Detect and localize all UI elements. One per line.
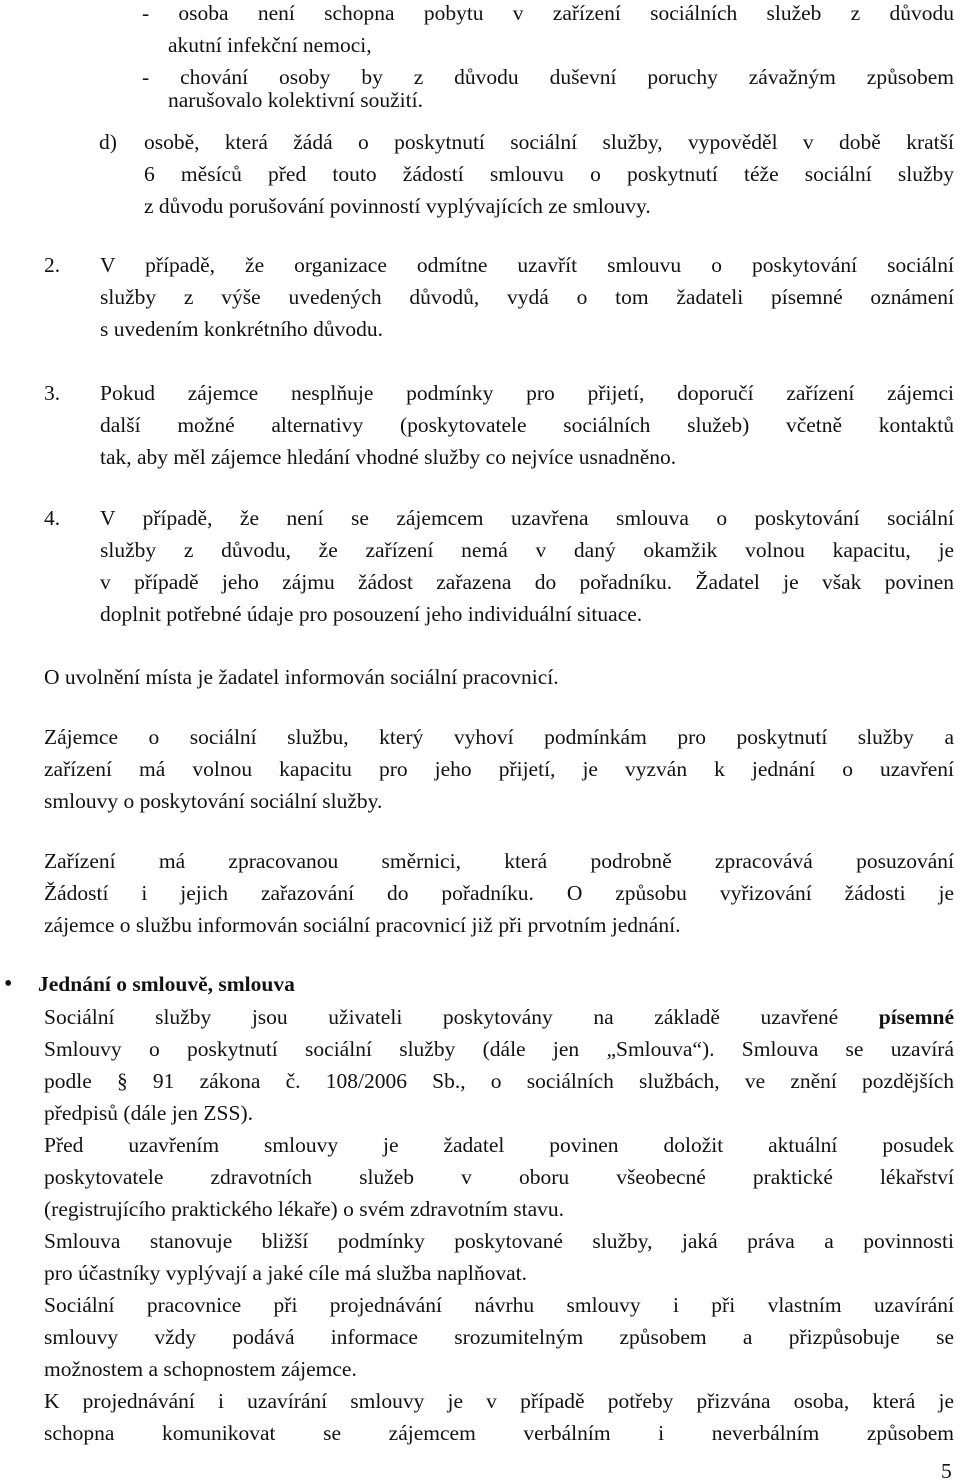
item-4-line-1: V případě, že není se zájemcem uzavřena smlouva o poskytování sociální [100,506,954,530]
section-line-12: možnostem a schopnostem zájemce. [44,1357,357,1381]
item-3-line-1: Pokud zájemce nesplňuje podmínky pro přijetí, doporučí zařízení zájemci [100,381,954,405]
section-bullet: • [4,971,13,997]
dash-item-1-line-2: akutní infekční nemoci, [168,33,372,57]
paragraph-3-line-2: Žádostí i jejich zařazování do pořadníku. O způsobu vyřizování žádosti je [44,881,954,905]
section-line-4: předpisů (dále jen ZSS). [44,1101,253,1125]
section-heading: Jednání o smlouvě, smlouva [38,972,295,996]
item-number-4: 4. [44,506,61,530]
item-3-line-2: další možné alternativy (poskytovatele sociálních služeb) včetně kontaktů [100,413,954,437]
section-line-10: Sociální pracovnice při projednávání návrhu smlouvy i při vlastním uzavírání [44,1293,954,1317]
item-2-line-1: V případě, že organizace odmítne uzavřít smlouvu o poskytování sociální [100,253,954,277]
section-line-13: K projednávání i uzavírání smlouvy je v případě potřeby přizvána osoba, která je [44,1389,954,1413]
paragraph-2-line-1: Zájemce o sociální službu, který vyhoví podmínkám pro poskytnutí služby a [44,725,954,749]
dash-item-1-line-1: - osoba není schopna pobytu v zařízení sociálních služeb z důvodu [142,1,954,25]
item-d-line-1: osobě, která žádá o poskytnutí sociální služby, vypověděl v době kratší [144,130,954,154]
dash-item-2-line-2: narušovalo kolektivní soužití. [168,88,423,112]
paragraph-2-line-3: smlouvy o poskytování sociální služby. [44,789,383,813]
item-d-line-3: z důvodu porušování povinností vyplývajících ze smlouvy. [144,194,651,218]
item-2-line-3: s uvedením konkrétního důvodu. [100,317,384,341]
item-number-3: 3. [44,381,61,405]
paragraph-1-line-1: O uvolnění místa je žadatel informován sociální pracovnicí. [44,665,559,689]
section-line-11: smlouvy vždy podává informace srozumitelným způsobem a přizpůsobuje se [44,1325,954,1349]
paragraph-3-line-3: zájemce o službu informován sociální pracovnicí již při prvotním jednání. [44,913,681,937]
item-2-line-2: služby z výše uvedených důvodů, vydá o tom žadateli písemné oznámení [100,285,954,309]
item-d-marker: d) [99,130,117,154]
section-line-7: (registrujícího praktického lékaře) o svém zdravotním stavu. [44,1197,565,1221]
item-d-line-2: 6 měsíců před touto žádostí smlouvu o poskytnutí téže sociální služby [144,162,954,186]
section-line-14: schopna komunikovat se zájemcem verbálním i neverbálním způsobem [44,1421,954,1445]
section-line-3: podle § 91 zákona č. 108/2006 Sb., o sociálních službách, ve znění pozdějších [44,1069,954,1093]
section-line-1-text: Sociální služby jsou uživateli poskytovány na základě uzavřené [44,1005,879,1029]
section-line-9: pro účastníky vyplývají a jaké cíle má služba naplňovat. [44,1261,528,1285]
item-3-line-3: tak, aby měl zájemce hledání vhodné služby co nejvíce usnadněno. [100,445,677,469]
page-number: 5 [941,1459,952,1483]
section-line-1 [44,1004,954,1030]
item-4-line-3: v případě jeho zájmu žádost zařazena do pořadníku. Žadatel je však povinen [100,570,954,594]
paragraph-2-line-2: zařízení má volnou kapacitu pro jeho přijetí, je vyzván k jednání o uzavření [44,757,954,781]
section-line-5: Před uzavřením smlouvy je žadatel povinen doložit aktuální posudek [44,1133,954,1157]
dash-item-2-line-1: - chování osoby by z důvodu duševní poruchy závažným způsobem [142,65,954,89]
section-line-1-bold: písemné [878,1005,954,1029]
section-line-2: Smlouvy o poskytnutí sociální služby (dále jen „Smlouva“). Smlouva se uzavírá [44,1037,954,1061]
section-line-8: Smlouva stanovuje bližší podmínky poskytované služby, jaká práva a povinnosti [44,1229,954,1253]
section-line-6: poskytovatele zdravotních služeb v oboru všeobecné praktické lékařství [44,1165,954,1189]
item-4-line-4: doplnit potřebné údaje pro posouzení jeho individuální situace. [100,602,643,626]
paragraph-3-line-1: Zařízení má zpracovanou směrnici, která podrobně zpracovává posuzování [44,849,954,873]
item-4-line-2: služby z důvodu, že zařízení nemá v daný okamžik volnou kapacitu, je [100,538,954,562]
item-number-2: 2. [44,253,61,277]
